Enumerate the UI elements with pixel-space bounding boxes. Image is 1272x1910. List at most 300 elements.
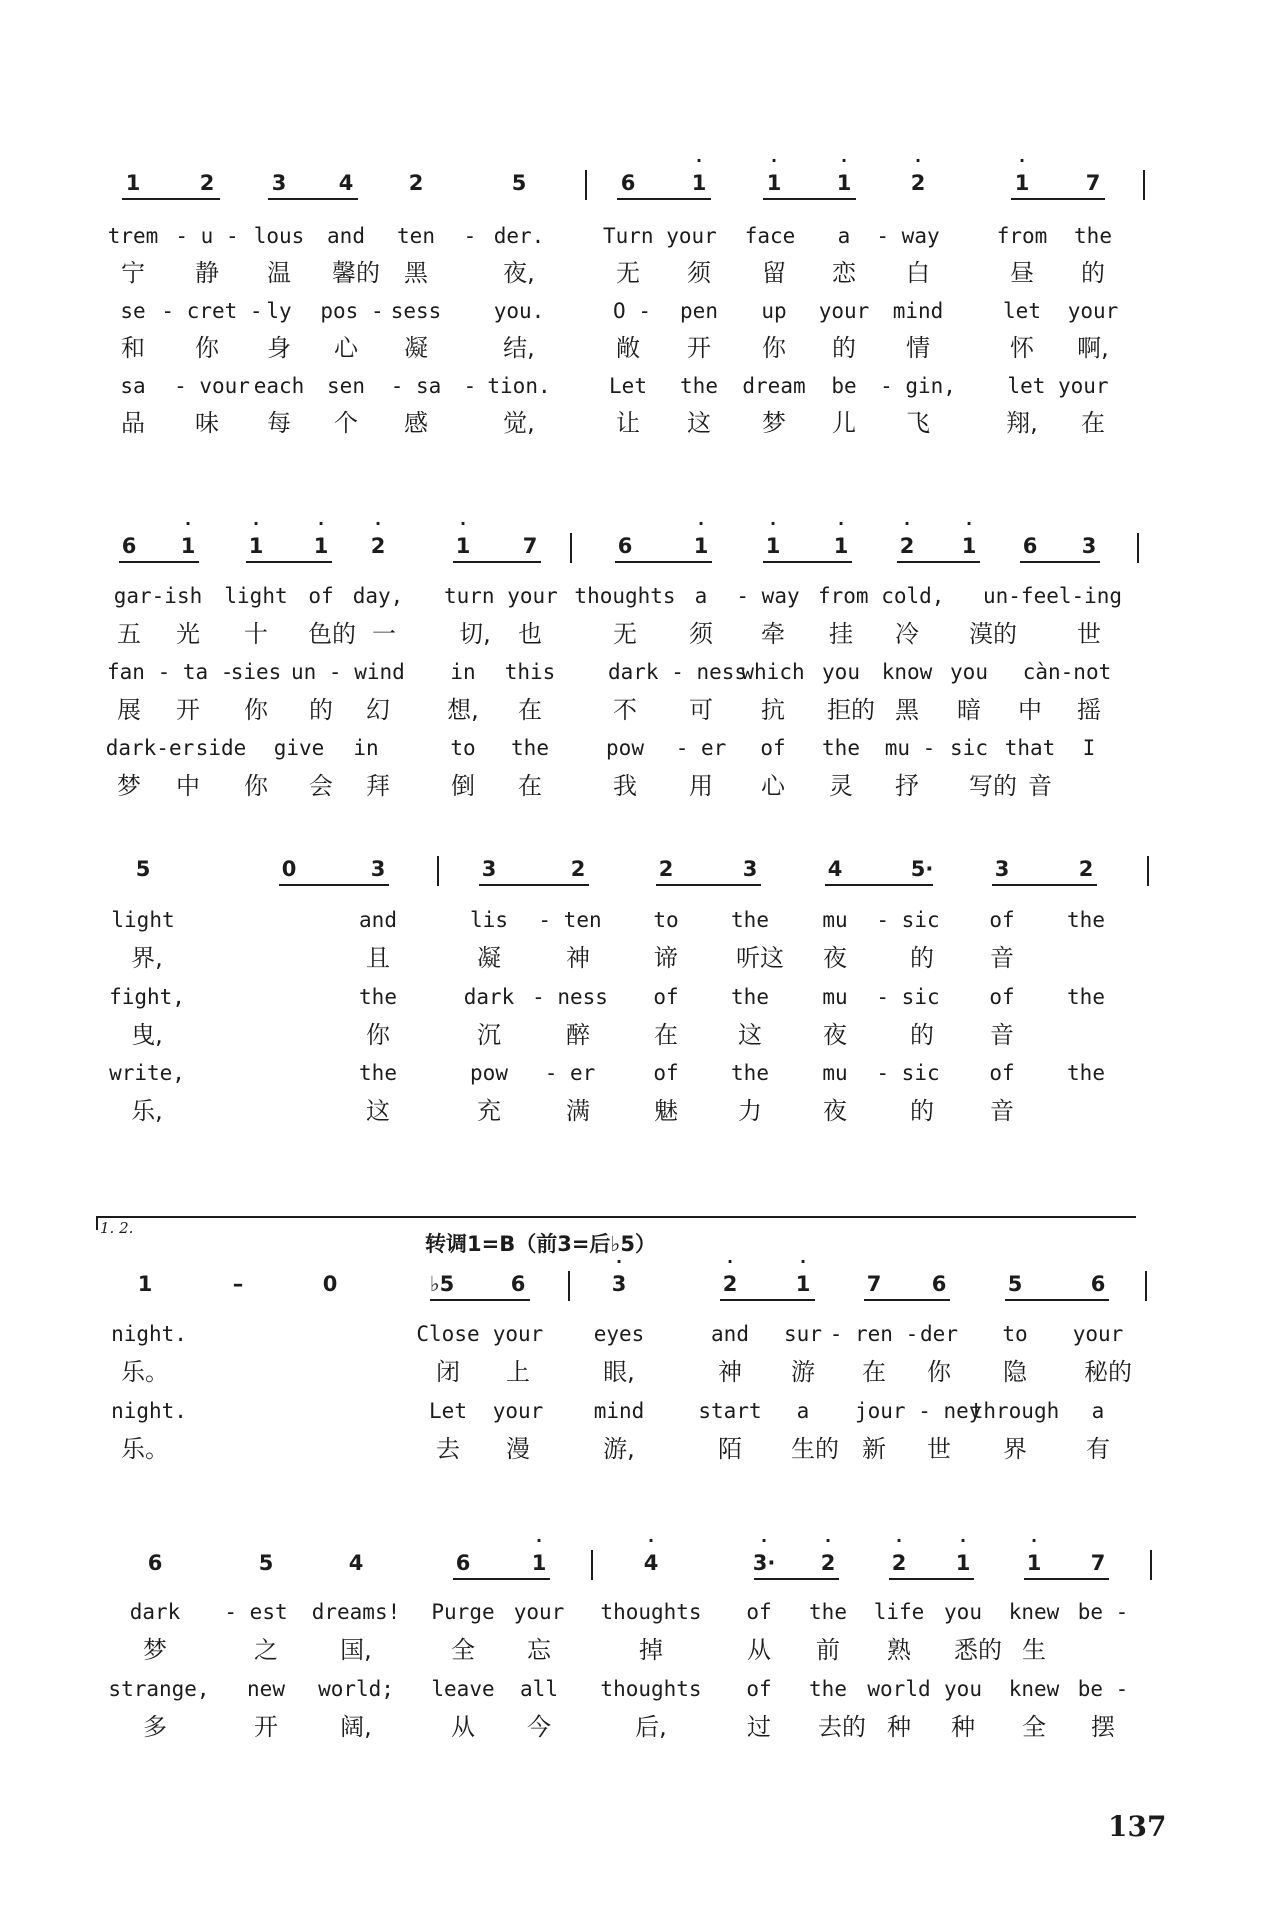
lyric: 拜 — [366, 772, 390, 800]
note: 6 — [617, 534, 633, 558]
lyric: sa — [120, 374, 146, 398]
lyric: through — [970, 1399, 1060, 1423]
note: · 2 — [891, 1531, 907, 1575]
lyric: 满 — [566, 1097, 590, 1125]
lyric-row-en-7 — [0, 906, 1272, 946]
lyric: dream — [742, 374, 806, 398]
note: 4 — [348, 1551, 364, 1575]
lyric: 灵 — [829, 772, 853, 800]
lyric: 温 — [267, 259, 291, 287]
lyric: 想, — [447, 696, 479, 724]
lyric: 音 — [1028, 772, 1052, 800]
beat-underline — [992, 884, 1097, 886]
beat-underline — [1005, 1299, 1109, 1301]
lyric: 新 — [862, 1435, 886, 1463]
lyric: tion. — [487, 374, 551, 398]
barline — [1137, 533, 1139, 563]
volta-bracket-hook — [96, 1216, 98, 1230]
lyric: 一 — [372, 620, 396, 648]
lyric-row-en-10 — [0, 1320, 1272, 1360]
lyric: 醉 — [566, 1021, 590, 1049]
lyric: sen — [327, 374, 365, 398]
lyric-row-zh-7 — [0, 944, 1272, 984]
lyric: 怀 — [1010, 334, 1034, 362]
lyric: 品 — [121, 409, 145, 437]
lyric: der. — [493, 224, 545, 248]
lyric: dark-er — [105, 736, 195, 760]
note: · 1 — [1014, 151, 1030, 195]
lyric: lis — [470, 908, 508, 932]
lyric: up — [761, 299, 787, 323]
note: 6 — [1090, 1272, 1106, 1296]
barline — [1150, 1550, 1152, 1580]
beat-underline — [1020, 561, 1100, 563]
lyric: 也 — [518, 620, 542, 648]
barline — [1143, 170, 1145, 200]
lyric: 写的 — [969, 772, 1017, 800]
lyric: 听这 — [736, 944, 784, 972]
lyric: dreams! — [311, 1600, 401, 1624]
note: 6 — [147, 1551, 163, 1575]
note: 0 — [322, 1272, 338, 1296]
lyric: side — [195, 736, 247, 760]
note: 3 — [370, 857, 386, 881]
lyric: and — [327, 224, 365, 248]
lyric: I — [1082, 736, 1096, 760]
lyric: thoughts — [574, 584, 676, 608]
lyric: dark — [463, 985, 515, 1009]
lyric: 陌 — [718, 1435, 742, 1463]
beat-underline — [617, 198, 711, 200]
lyric-row-en-4 — [0, 582, 1272, 622]
lyric: un-feel-ing — [983, 584, 1123, 608]
lyric: 乐。 — [121, 1358, 169, 1386]
lyric: thoughts — [600, 1677, 702, 1701]
lyric: the — [731, 985, 769, 1009]
lyric-row-zh-5 — [0, 696, 1272, 736]
lyric: 忘 — [527, 1636, 551, 1664]
lyric: - ren - — [829, 1322, 919, 1346]
lyric: 心 — [761, 772, 785, 800]
note: 5 — [135, 857, 151, 881]
lyric: 梦 — [117, 772, 141, 800]
lyric: pow — [606, 736, 644, 760]
lyric: let your — [1007, 374, 1109, 398]
lyric: the — [1067, 985, 1105, 1009]
note: · 2 — [722, 1252, 738, 1296]
lyric-row-zh-4 — [0, 620, 1272, 660]
note: 3 — [1081, 534, 1097, 558]
lyric: write, — [109, 1061, 185, 1085]
lyric: 的 — [1081, 259, 1105, 287]
lyric-row-zh-6 — [0, 772, 1272, 812]
lyric: 在 — [518, 772, 542, 800]
lyric-row-en-3 — [0, 372, 1272, 412]
lyric: be - — [1077, 1677, 1129, 1701]
lyric: sess — [390, 299, 442, 323]
lyric: fight, — [109, 985, 185, 1009]
lyric: 开 — [254, 1713, 278, 1741]
lyric: 阔, — [340, 1713, 372, 1741]
beat-underline — [656, 884, 761, 886]
note: 1 — [137, 1272, 153, 1296]
lyric: knew — [1008, 1677, 1060, 1701]
lyric: thoughts — [600, 1600, 702, 1624]
lyric-row-en-2 — [0, 297, 1272, 337]
lyric: 须 — [689, 620, 713, 648]
lyric: a — [1091, 1399, 1105, 1423]
lyric: - vour — [174, 374, 250, 398]
note: 2 — [408, 171, 424, 195]
lyric: world — [867, 1677, 931, 1701]
lyric: 音 — [990, 1097, 1014, 1125]
lyric: 力 — [738, 1097, 762, 1125]
lyric: 在 — [518, 696, 542, 724]
lyric: - — [463, 224, 477, 248]
beat-underline — [246, 561, 332, 563]
lyric: know — [881, 660, 933, 684]
note: 6 — [455, 1551, 471, 1575]
lyric: 光 — [176, 620, 200, 648]
barline — [1145, 1271, 1147, 1301]
lyric: 秘的 — [1084, 1358, 1132, 1386]
lyric-row-en-8 — [0, 983, 1272, 1023]
lyric: 界, — [131, 944, 163, 972]
lyric-row-zh-9 — [0, 1097, 1272, 1137]
lyric: turn your — [444, 584, 558, 608]
lyric: O - — [613, 299, 651, 323]
lyric: 结, — [503, 334, 535, 362]
note: 7 — [866, 1272, 882, 1296]
beat-underline — [825, 884, 933, 886]
lyric: 牵 — [761, 620, 785, 648]
lyric-row-en-5 — [0, 658, 1272, 698]
lyric: 魅 — [654, 1097, 678, 1125]
note: 3 — [994, 857, 1010, 881]
lyric: 闭 — [436, 1358, 460, 1386]
lyric: from — [996, 224, 1048, 248]
lyric: sur — [784, 1322, 822, 1346]
lyric: 的 — [910, 1021, 934, 1049]
lyric-row-en-6 — [0, 734, 1272, 774]
beat-underline — [720, 1299, 815, 1301]
lyric: - ten — [538, 908, 602, 932]
lyric: pos - — [320, 299, 384, 323]
lyric: pen — [680, 299, 718, 323]
lyric: each — [253, 374, 305, 398]
lyric: a — [694, 584, 708, 608]
lyric: Close — [416, 1322, 480, 1346]
lyric: the — [1067, 1061, 1105, 1085]
lyric: 隐 — [1003, 1358, 1027, 1386]
lyric: 在 — [862, 1358, 886, 1386]
beat-underline — [453, 1578, 550, 1580]
note: · 1 — [531, 1531, 547, 1575]
lyric-row-zh-2 — [0, 334, 1272, 374]
lyric: of — [989, 908, 1015, 932]
lyric: 世 — [927, 1435, 951, 1463]
lyric: 宁 — [121, 259, 145, 287]
lyric: to — [653, 908, 679, 932]
lyric: 生 — [1022, 1636, 1046, 1664]
lyric: knew — [1008, 1600, 1060, 1624]
lyric: 界 — [1003, 1435, 1027, 1463]
note: 2 — [199, 171, 215, 195]
lyric: 让 — [616, 409, 640, 437]
lyric: light — [111, 908, 175, 932]
lyric: 且 — [366, 944, 390, 972]
lyric: be - — [1077, 1600, 1129, 1624]
beat-underline — [864, 1299, 950, 1301]
barline — [568, 1271, 570, 1301]
note: · 2 — [899, 514, 915, 558]
lyric: 会 — [309, 772, 333, 800]
lyric: your — [492, 1322, 544, 1346]
lyric: life — [873, 1600, 925, 1624]
note: 4 — [827, 857, 843, 881]
lyric: 幻 — [366, 696, 390, 724]
lyric: sic — [950, 736, 988, 760]
note: 3 — [742, 857, 758, 881]
lyric-row-en-9 — [0, 1059, 1272, 1099]
note: · 1 — [795, 1252, 811, 1296]
note: · 1 — [1026, 1531, 1042, 1575]
lyric: 我 — [613, 772, 637, 800]
lyric: 梦 — [762, 409, 786, 437]
lyric: 十 — [244, 620, 268, 648]
lyric: 五 — [117, 620, 141, 648]
lyric: from cold, — [818, 584, 945, 608]
lyric: your — [1067, 299, 1119, 323]
lyric: leave — [431, 1677, 495, 1701]
note: · 1 — [955, 1531, 971, 1575]
lyric: 全 — [451, 1636, 475, 1664]
lyric: 黑 — [895, 696, 919, 724]
lyric: 冷 — [895, 620, 919, 648]
lyric: 你 — [927, 1358, 951, 1386]
lyric: 儿 — [832, 409, 856, 437]
lyric: 昼 — [1010, 259, 1034, 287]
lyric: 掉 — [639, 1636, 663, 1664]
lyric: 漫 — [506, 1435, 530, 1463]
note: · 1 — [765, 514, 781, 558]
lyric: 的 — [910, 1097, 934, 1125]
lyric: 悉的 — [954, 1636, 1002, 1664]
lyric: the — [359, 1061, 397, 1085]
barline — [591, 1550, 593, 1580]
lyric: ly — [266, 299, 292, 323]
lyric: 你 — [195, 334, 219, 362]
lyric: 国, — [340, 1636, 372, 1664]
lyric: 不 — [613, 696, 637, 724]
lyric: face — [744, 224, 796, 248]
lyric: 个 — [334, 409, 358, 437]
lyric: to — [450, 736, 476, 760]
lyric: the — [680, 374, 718, 398]
lyric: which — [741, 660, 805, 684]
lyric: 这 — [366, 1097, 390, 1125]
lyric-row-zh-12 — [0, 1636, 1272, 1676]
note: · 2 — [820, 1531, 836, 1575]
lyric: 恋 — [832, 259, 856, 287]
note: ♭5 — [429, 1272, 455, 1296]
lyric: 感 — [404, 409, 428, 437]
lyric: 心 — [334, 334, 358, 362]
lyric: 有 — [1086, 1435, 1110, 1463]
lyric: 音 — [990, 944, 1014, 972]
lyric: the — [1074, 224, 1112, 248]
note: 7 — [1085, 171, 1101, 195]
barline — [585, 170, 587, 200]
lyric: 音 — [990, 1021, 1014, 1049]
lyric: 和 — [121, 334, 145, 362]
lyric: - sa — [390, 374, 442, 398]
lyric: 色的 — [308, 620, 356, 648]
lyric: mu — [822, 985, 848, 1009]
lyric: 身 — [267, 334, 291, 362]
lyric: 多 — [143, 1713, 167, 1741]
lyric: càn-not — [1022, 660, 1112, 684]
lyric: your — [492, 1399, 544, 1423]
lyric: 你 — [762, 334, 786, 362]
lyric: - gin, — [880, 374, 956, 398]
lyric-row-zh-8 — [0, 1021, 1272, 1061]
lyric: fan - ta - — [107, 660, 234, 684]
modulation-marking: 转调1=B（前3=后♭5） — [425, 1232, 656, 1256]
lyric: night. — [111, 1322, 187, 1346]
lyric: 乐, — [131, 1097, 163, 1125]
lyric: the — [809, 1600, 847, 1624]
note: · 3 — [611, 1252, 627, 1296]
lyric: 倒 — [451, 772, 475, 800]
lyric-row-zh-1 — [0, 259, 1272, 299]
lyric: 熟 — [887, 1636, 911, 1664]
beat-underline — [615, 561, 712, 563]
note: 2 — [658, 857, 674, 881]
note: 3 — [271, 171, 287, 195]
note: · 1 — [766, 151, 782, 195]
lyric: mu — [822, 1061, 848, 1085]
lyric: 种 — [951, 1713, 975, 1741]
lyric: mind — [593, 1399, 645, 1423]
note: 2 — [1078, 857, 1094, 881]
lyric: light — [224, 584, 288, 608]
lyric: day, — [352, 584, 404, 608]
lyric: this — [504, 660, 556, 684]
lyric: 无 — [616, 259, 640, 287]
lyric: of — [989, 985, 1015, 1009]
lyric: 曳, — [131, 1021, 163, 1049]
lyric: 可 — [689, 696, 713, 724]
beat-underline — [268, 198, 358, 200]
lyric: dark — [129, 1600, 181, 1624]
lyric: 展 — [117, 696, 141, 724]
lyric: new — [247, 1677, 285, 1701]
lyric: 梦 — [143, 1636, 167, 1664]
lyric: mu — [822, 908, 848, 932]
beat-underline — [754, 1578, 839, 1580]
lyric: in — [353, 736, 379, 760]
lyric: 静 — [195, 259, 219, 287]
lyric: 开 — [176, 696, 200, 724]
lyric: world; — [318, 1677, 394, 1701]
beat-underline — [763, 561, 852, 563]
lyric: 切, — [459, 620, 491, 648]
beat-underline — [479, 884, 589, 886]
beat-underline — [1024, 1578, 1109, 1580]
lyric: 的 — [910, 944, 934, 972]
lyric: 觉, — [503, 409, 535, 437]
lyric: 在 — [654, 1021, 678, 1049]
note: 6 — [620, 171, 636, 195]
lyric: all — [520, 1677, 558, 1701]
lyric: mind — [892, 299, 944, 323]
note: 0 — [281, 857, 297, 881]
lyric: 神 — [718, 1358, 742, 1386]
lyric: 你 — [366, 1021, 390, 1049]
lyric: 去的 — [818, 1713, 866, 1741]
volta-label: 1. 2. — [100, 1219, 134, 1237]
lyric: your — [513, 1600, 565, 1624]
lyric: Purge — [431, 1600, 495, 1624]
lyric: the — [822, 736, 860, 760]
note: 5· — [910, 857, 934, 881]
note: · 1 — [455, 514, 471, 558]
volta-bracket-line — [96, 1216, 1136, 1218]
note: · 1 — [961, 514, 977, 558]
lyric-row-en-12 — [0, 1598, 1272, 1638]
lyric: - sic — [876, 1061, 940, 1085]
lyric: - cret - — [161, 299, 263, 323]
lyric: 前 — [816, 1636, 840, 1664]
lyric: 上 — [506, 1358, 530, 1386]
lyric: 须 — [687, 259, 711, 287]
lyric: 你 — [244, 696, 268, 724]
lyric: night. — [111, 1399, 187, 1423]
lyric: - u - — [175, 224, 239, 248]
lyric: 夜 — [823, 1097, 847, 1125]
lyric: - way — [876, 224, 940, 248]
note: · 1 — [313, 514, 329, 558]
lyric: you. — [493, 299, 545, 323]
beat-underline — [279, 884, 389, 886]
note: 3 — [481, 857, 497, 881]
lyric: of — [308, 584, 334, 608]
lyric: 留 — [762, 259, 786, 287]
note: · 1 — [836, 151, 852, 195]
note: 5 — [511, 171, 527, 195]
beat-underline — [122, 198, 220, 200]
barline — [570, 533, 572, 563]
lyric: - way — [736, 584, 800, 608]
lyric: your — [1072, 1322, 1124, 1346]
lyric: 从 — [451, 1713, 475, 1741]
lyric: 全 — [1022, 1713, 1046, 1741]
note: 6 — [1022, 534, 1038, 558]
lyric: der — [920, 1322, 958, 1346]
lyric: 馨的 — [332, 259, 380, 287]
lyric: - er — [675, 736, 727, 760]
lyric: 种 — [887, 1713, 911, 1741]
lyric: 夜, — [503, 259, 535, 287]
lyric: a — [837, 224, 851, 248]
beat-underline — [430, 1299, 530, 1301]
lyric: eyes — [593, 1322, 645, 1346]
lyric: lous — [253, 224, 305, 248]
lyric: of — [653, 985, 679, 1009]
lyric: the — [809, 1677, 847, 1701]
lyric: you — [950, 660, 988, 684]
